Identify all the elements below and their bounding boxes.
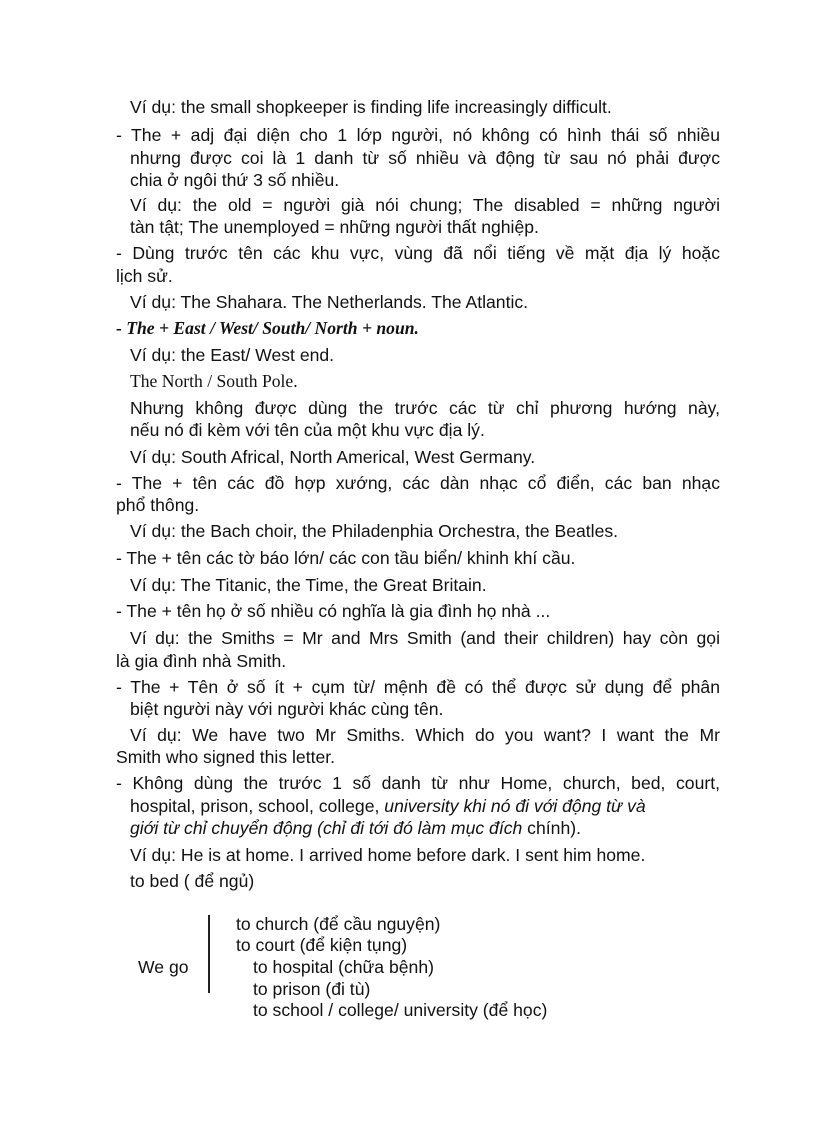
rule-line: - The + adj đại diện cho 1 lớp người, nó không có hình thái số nhiều <box>116 125 720 145</box>
rule-line: chia ở ngôi thứ 3 số nhiều. <box>130 170 340 190</box>
example-line: là gia đình nhà Smith. <box>116 651 287 671</box>
rule-text-italic: university khi nó đi với động từ và <box>384 796 646 816</box>
rule-text: hospital, prison, school, college, <box>130 796 385 816</box>
example-line: The North / South Pole. <box>130 371 298 391</box>
rule-line <box>130 795 646 817</box>
rule-line <box>130 817 581 839</box>
we-go-label: We go <box>138 957 189 977</box>
rule-line: - Dùng trước tên các khu vực, vùng đã nổi tiếng về mặt địa lý hoặc <box>116 243 720 263</box>
example-line: Ví dụ: the old = người già nói chung; The disabled = những người <box>130 195 720 215</box>
list-item: to church (để cầu nguyện) <box>236 914 441 934</box>
example-line: Ví dụ: South Africal, North Americal, West Germany. <box>130 447 536 467</box>
rule-line: - The + tên các đồ hợp xướng, các dàn nhạc cổ điển, các ban nhạc <box>116 473 720 493</box>
list-item: to court (để kiện tụng) <box>236 935 408 955</box>
rule-line: - The + Tên ở số ít + cụm từ/ mệnh đề có thể được sử dụng để phân <box>116 677 720 697</box>
example-line: to bed ( để ngủ) <box>130 871 255 891</box>
rule-line: nhưng được coi là 1 danh từ số nhiều và động từ sau nó phải được <box>130 148 720 168</box>
rule-line: phổ thông. <box>116 495 200 515</box>
rule-line: - Không dùng the trước 1 số danh từ như Home, church, bed, court, <box>116 773 720 793</box>
rule-text-italic: giới từ chỉ chuyển động (chỉ đi tới đó làm mục đích <box>130 818 523 838</box>
example-line: Smith who signed this letter. <box>116 747 336 767</box>
example-line: Ví dụ: the Bach choir, the Philadenphia Orchestra, the Beatles. <box>130 521 619 541</box>
example-line: Ví dụ: The Titanic, the Time, the Great Britain. <box>130 575 487 595</box>
rule-line: biệt người này với người khác cùng tên. <box>130 699 444 719</box>
list-item: to school / college/ university (để học) <box>253 1000 548 1020</box>
rule-text: chính). <box>522 818 581 838</box>
bracket-divider <box>208 915 210 993</box>
example-line: Ví dụ: We have two Mr Smiths. Which do you want? I want the Mr <box>130 725 720 745</box>
example-line: Ví dụ: the Smiths = Mr and Mrs Smith (and their children) hay còn gọi <box>130 628 720 648</box>
rule-line: - The + tên họ ở số nhiều có nghĩa là gia đình họ nhà ... <box>116 601 551 621</box>
list-item: to hospital (chữa bệnh) <box>253 957 434 977</box>
note-line: nếu nó đi kèm với tên của một khu vực địa lý. <box>130 420 485 440</box>
note-line: Nhưng không được dùng the trước các từ chỉ phương hướng này, <box>130 398 720 418</box>
example-line: Ví dụ: the small shopkeeper is finding life increasingly difficult. <box>130 97 612 117</box>
list-item: to prison (đi tù) <box>253 979 371 999</box>
rule-line: lịch sử. <box>116 266 173 286</box>
example-line: Ví dụ: the East/ West end. <box>130 345 335 365</box>
example-line: Ví dụ: He is at home. I arrived home before dark. I sent him home. <box>130 845 646 865</box>
rule-line: - The + tên các tờ báo lớn/ các con tầu biển/ khinh khí cầu. <box>116 548 576 568</box>
example-line: tàn tật; The unemployed = những người thất nghiệp. <box>130 217 539 237</box>
example-line: Ví dụ: The Shahara. The Netherlands. The Atlantic. <box>130 292 529 312</box>
rule-heading: - The + East / West/ South/ North + noun. <box>116 318 419 338</box>
